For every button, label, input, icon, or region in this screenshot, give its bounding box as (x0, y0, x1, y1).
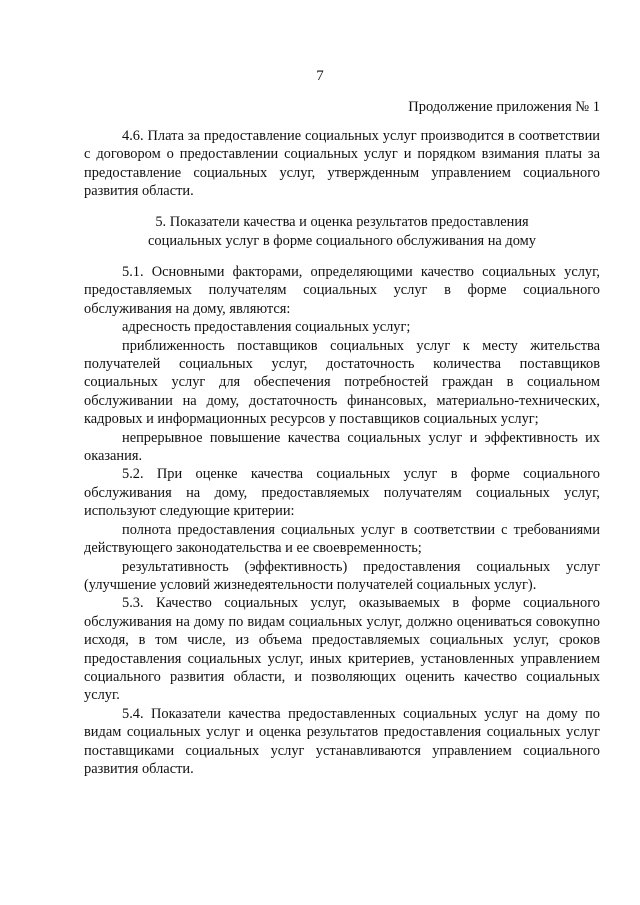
list-item-proximity: приближенность поставщиков социальных услуг к месту жительства получателей социальных услуг, достаточность количества поставщиков социальных услуг для обеспечения потребностей граждан в социальном обслуживании на дому, достаточность финансовых, материально-технических, кадровых и информационных ресурсов у поставщиков социальных услуг; (84, 337, 600, 428)
paragraph-5-4: 5.4. Показатели качества предоставленных социальных услуг на дому по видам социальных услуг и оценка результатов предоставления социальных услуг поставщиками социальных услуг устанавливаются управлением социального развития области. (84, 705, 600, 777)
paragraph-5-3: 5.3. Качество социальных услуг, оказываемых в форме социального обслуживания на дому по видам социальных услуг, должно оцениваться совокупно исходя, в том числе, из объема предоставляемых социальных услуг, сроков предоставления социальных услуг, иных критериев, установленных управлением социального развития области, и позволяющих оценить качество социальных услуг. (84, 595, 600, 704)
list-item-addressing: адресность предоставления социальных услуг; (122, 319, 411, 336)
appendix-caption: Продолжение приложения № 1 (408, 99, 600, 115)
section-heading (84, 213, 600, 251)
page-number: 7 (316, 68, 324, 84)
paragraph-5-2: 5.2. При оценке качества социальных услуг в форме социального обслуживания на дому, предоставляемых получателям социальных услуг, используют следующие критерии: (84, 466, 600, 520)
paragraph-4-6-block (84, 127, 600, 201)
list-item-effectiveness: результативность (эффективность) предоставления социальных услуг (улучшение условий жизнедеятельности получателей социальных услуг). (84, 558, 600, 593)
list-item-completeness: полнота предоставления социальных услуг в соответствии с требованиями действующего законодательства и ее своевременность; (84, 521, 600, 557)
section-heading-line-1: 5. Показатели качества и оценка результатов предоставления (155, 214, 529, 230)
section-5-body (84, 263, 600, 778)
section-heading-line-2: социальных услуг в форме социального обслуживания на дому (148, 233, 536, 249)
paragraph-5-1: 5.1. Основными факторами, определяющими качество социальных услуг, предоставляемых получателям социальных услуг в форме социального обслуживания на дому, являются: (84, 264, 600, 317)
list-item-continuous-improvement: непрерывное повышение качества социальных услуг и эффективность их оказания. (84, 429, 600, 465)
paragraph-4-6: 4.6. Плата за предоставление социальных услуг производится в соответствии с договором о предоставлении социальных услуг и порядком взимания платы за предоставление социальных услуг, утвержденным управлением социального развития области. (84, 128, 600, 200)
